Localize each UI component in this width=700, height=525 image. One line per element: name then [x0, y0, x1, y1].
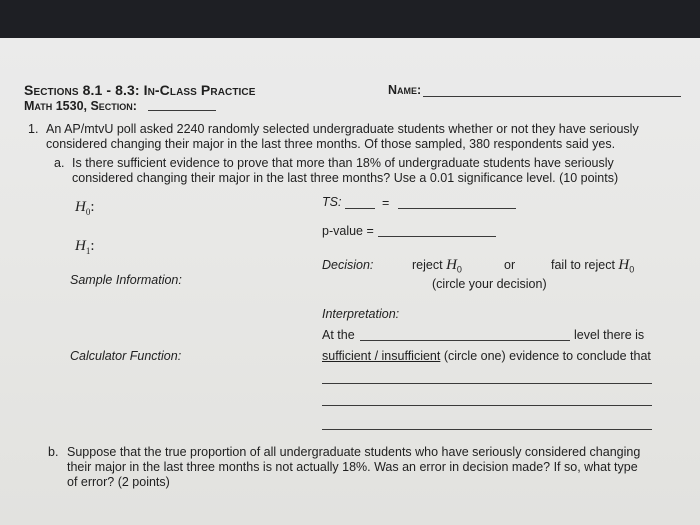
part-b-line-2: their major in the last three months is not actually 18%. Was an error in decision made? If so, what type	[67, 460, 638, 474]
interpretation-label: Interpretation:	[322, 307, 400, 321]
decision-label: Decision:	[322, 258, 374, 272]
part-b-label: b.	[48, 445, 59, 459]
conclusion-line-3[interactable]	[322, 429, 652, 430]
part-b-line-3: of error? (2 points)	[67, 475, 170, 489]
question-number: 1.	[28, 122, 39, 136]
significance-level-blank[interactable]	[360, 340, 570, 341]
conclusion-line-1[interactable]	[322, 383, 652, 384]
question-text-line-2: considered changing their major in the last three months. Of those sampled, 380 respondents said yes.	[46, 137, 616, 151]
null-hypothesis-label: $H_0$:	[75, 199, 95, 217]
test-statistic-label: TS:	[322, 195, 342, 209]
level-there-is-text: level there is	[574, 328, 645, 342]
conclusion-line-2[interactable]	[322, 405, 652, 406]
circle-decision-note: (circle your decision)	[432, 277, 547, 291]
p-value-label: p-value =	[322, 224, 374, 238]
section-blank[interactable]	[148, 110, 216, 111]
fail-to-reject-option[interactable]: fail to reject $H_0$	[551, 257, 635, 275]
p-value-blank[interactable]	[378, 236, 496, 237]
sample-information-label: Sample Information:	[70, 273, 182, 287]
part-a-label: a.	[54, 156, 65, 170]
name-blank[interactable]	[423, 96, 681, 97]
or-text: or	[504, 258, 516, 272]
at-the-text: At the	[322, 328, 355, 342]
sufficient-insufficient-option[interactable]: sufficient / insufficient	[322, 349, 441, 363]
alt-hypothesis-label: $H_1$:	[75, 238, 95, 256]
part-a-line-2: considered changing their major in the last three months? Use a 0.01 significance level. (10 points)	[72, 171, 619, 185]
ts-blank-2[interactable]	[398, 208, 516, 209]
course-section-label: Math 1530, Section:	[24, 99, 137, 113]
ts-blank-1[interactable]	[345, 208, 375, 209]
calculator-function-label: Calculator Function:	[70, 349, 182, 363]
page-title: Sections 8.1 - 8.3: In-Class Practice	[24, 82, 256, 98]
name-label: Name:	[388, 83, 422, 97]
part-a-line-1: Is there sufficient evidence to prove that more than 18% of undergraduate students have seriously	[72, 156, 614, 170]
reject-option[interactable]: reject $H_0$	[412, 257, 462, 275]
evidence-sentence: sufficient / insufficient (circle one) evidence to conclude that	[322, 349, 651, 363]
ts-equals: =	[382, 196, 390, 210]
question-text-line-1: An AP/mtvU poll asked 2240 randomly selected undergraduate students whether or not they have seriously	[46, 122, 639, 136]
part-b-line-1: Suppose that the true proportion of all undergraduate students who have seriously considered changing	[67, 445, 641, 459]
